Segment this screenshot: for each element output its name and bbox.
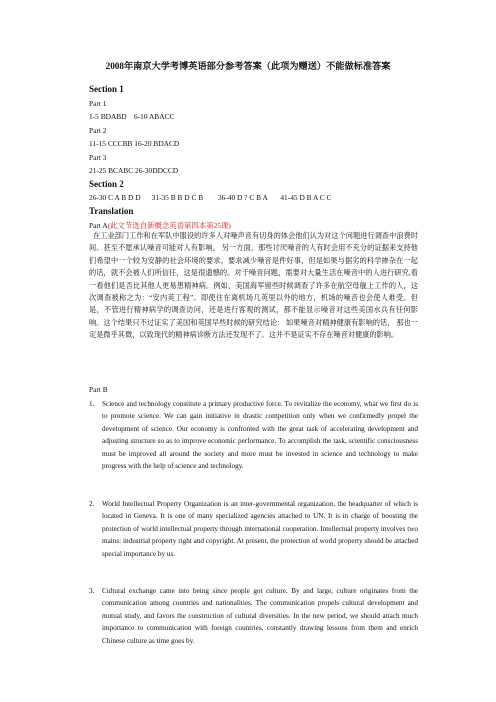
partB-item-2 (89, 498, 418, 560)
partA-label: Part A (89, 221, 108, 230)
item-number: 3. (89, 587, 95, 595)
part3-answers: 21-25 BCABC 26-30DDCCD (89, 166, 179, 175)
partB-label: Part B (89, 385, 108, 394)
part1-answers: 1-5 BDABD 6-10 ABACC (89, 112, 175, 121)
section2-heading: Section 2 (89, 179, 124, 189)
item-text: Cultural exchange came into being since people got culture. By and large, culture originates from the communication among countries and nationalities. The communication propels cultural development and mutual study, and favors the construction of cultural diversities. In the new period, we should attach much importance to communication with foreign countries, constantly drawing lessons from them and enrich Chinese culture as time goes by. (102, 587, 418, 645)
section1-heading: Section 1 (89, 84, 124, 94)
partA-source-note: (此文节选自新概念英语第四本第25课) (107, 221, 231, 230)
item-number: 2. (89, 500, 95, 508)
part3-label: Part 3 (89, 153, 107, 162)
item-text: World Intellectual Property Organization is an inter-governmental organization, the headquarter of which is located in Geneva. It is one of many specialized agencies attached to UN. It is in charge of boosting the protection of world intellectual property through international cooperation. Intellectual property involves two mains: industrial property right and copyright. At present, the protection of world property should be attached special importance by us. (102, 500, 418, 558)
partB-item-1 (89, 398, 418, 472)
document-title: 2008年南京大学考博英语部分参考答案（此项为赠送）不能做标准答案 (105, 61, 391, 71)
section2-answers: 26-30 C A B D D 31-35 B B D C B 36-40 D ? C B A 41-45 D B A C C (89, 193, 332, 202)
partA-translation-text: 在工业部门工作和在军队中服役的许多人对噪声音有切身的体会他们认为对这个问题进行调查中浪费时间。甚至不愿承认噪音可能对人有影响。 另一方面，那些讨厌噪音的人有时会用不充分的证据来支持他们希望中一个较为安静的社会环境的要求。要求减少噪音是件好事，但是如果与据劣的科学掺杂在一起的话，就不会被人们所信任，这是很遗憾的。对于噪音问题，需要对大量生活在噪音中的人进行研究,看一看他们是否比其他人更易患精神病。例如，美国海军留些时候调查了许多在航空母舰上工作的人，这次调查被称之为：“安内英工程”。即使住在离机场几英里以外的地方，机场的噪音也会使人难受。但是，不管进行精神病学的调查访问，还是进行客观的测试，都不能显示噪音对这些美国水兵有任何影响。这个结果只不过证实了美国和英国早些时候的研究结论： 如果噪音对精神健康有影响的话， 那也一定是微乎其微，以致现代的精神病诊断方法还发现不了。这并不是证实不存在噪音对健康的影响。 (89, 232, 418, 340)
translation-heading: Translation (89, 206, 134, 216)
part1-label: Part 1 (89, 99, 107, 108)
part2-answers: 11-15 CCCBB 16-20 BDACD (89, 139, 180, 148)
item-number: 1. (89, 400, 95, 408)
item-text: Science and technology constitute a primary productive force. To revitalize the economy, what we first do is to promote science. We can gain initiative in drastic competition only when we confirmedly propel the development of science. Our economy is confronted with the great task of accelerating development and adjusting structure so as to improve economic performance. To accomplish the task, scientific consciousness must be improved all around the society and more must be invested in science and technology to make progress with the help of science and technology. (102, 400, 418, 471)
part2-label: Part 2 (89, 126, 107, 135)
partB-item-3 (89, 585, 418, 647)
